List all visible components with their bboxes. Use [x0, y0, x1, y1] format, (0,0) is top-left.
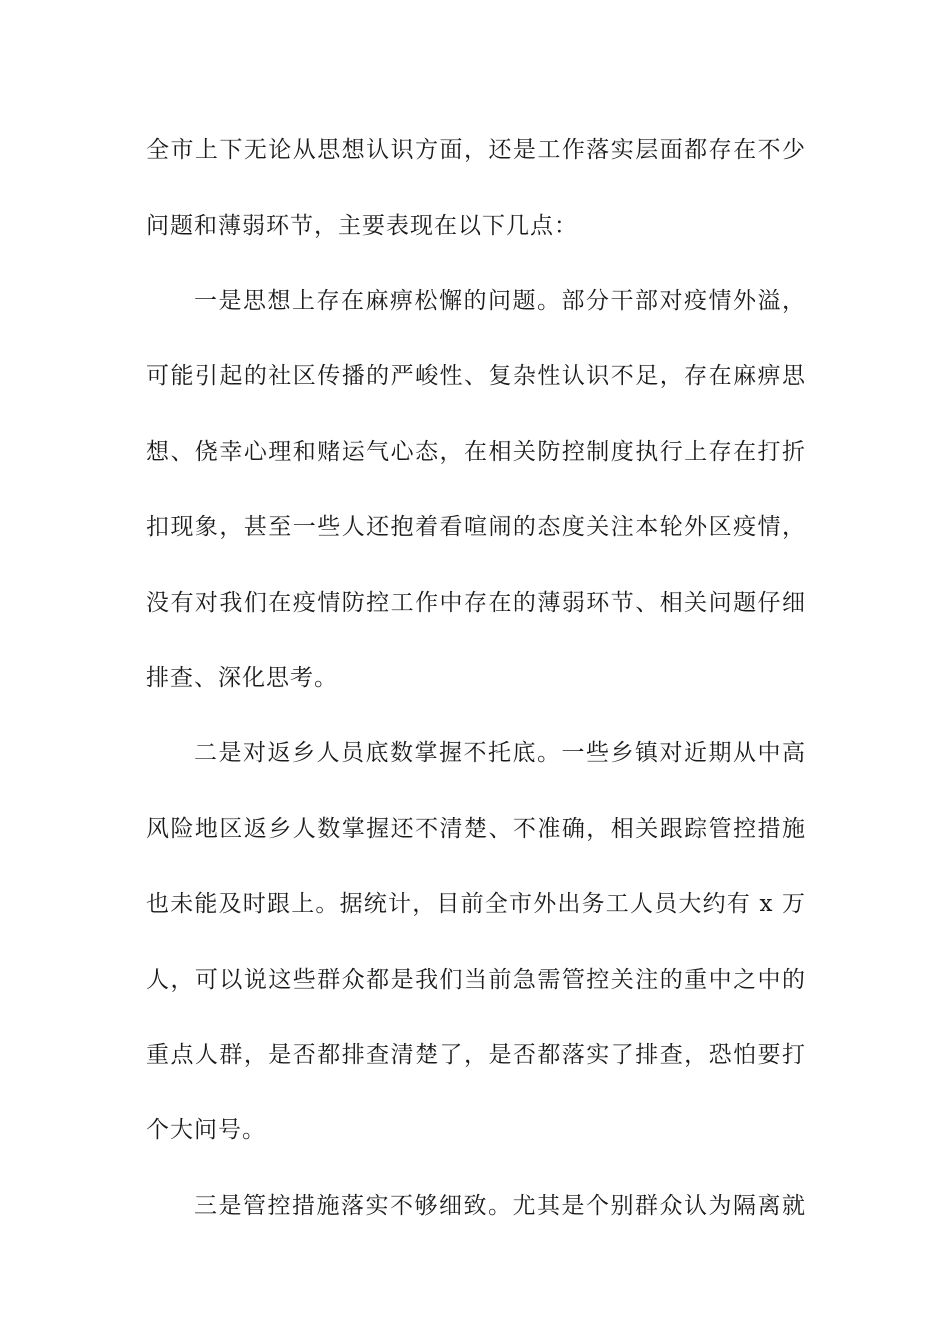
paragraph-line: 人，可以说这些群众都是我们当前急需管控关注的重中之中的	[146, 967, 806, 993]
paragraph-line: 重点人群，是否都排查清楚了，是否都落实了排查，恐怕要打	[146, 1042, 806, 1068]
paragraph-line: 全市上下无论从思想认识方面，还是工作落实层面都存在不少	[146, 137, 806, 163]
paragraph-line: 问题和薄弱环节，主要表现在以下几点：	[146, 213, 578, 239]
paragraph-line: 没有对我们在疫情防控工作中存在的薄弱环节、相关问题仔细	[146, 590, 806, 616]
paragraph-line: 扣现象，甚至一些人还抱着看喧闹的态度关注本轮外区疫情，	[146, 514, 806, 540]
paragraph-line: 可能引起的社区传播的严峻性、复杂性认识不足，存在麻痹思	[146, 363, 806, 389]
paragraph-line: 一是思想上存在麻痹松懈的问题。部分干部对疫情外溢，	[194, 288, 806, 314]
paragraph-line: 二是对返乡人员底数掌握不托底。一些乡镇对近期从中高	[194, 740, 806, 766]
paragraph-line: 也未能及时跟上。据统计，目前全市外出务工人员大约有 x 万	[146, 891, 806, 917]
paragraph-line: 个大问号。	[146, 1117, 266, 1143]
paragraph-line: 三是管控措施落实不够细致。尤其是个别群众认为隔离就	[194, 1193, 806, 1219]
paragraph-line: 排查、深化思考。	[146, 665, 338, 691]
paragraph-line: 想、侥幸心理和赌运气心态，在相关防控制度执行上存在打折	[146, 439, 806, 465]
paragraph-line: 风险地区返乡人数掌握还不清楚、不准确，相关跟踪管控措施	[146, 816, 806, 842]
